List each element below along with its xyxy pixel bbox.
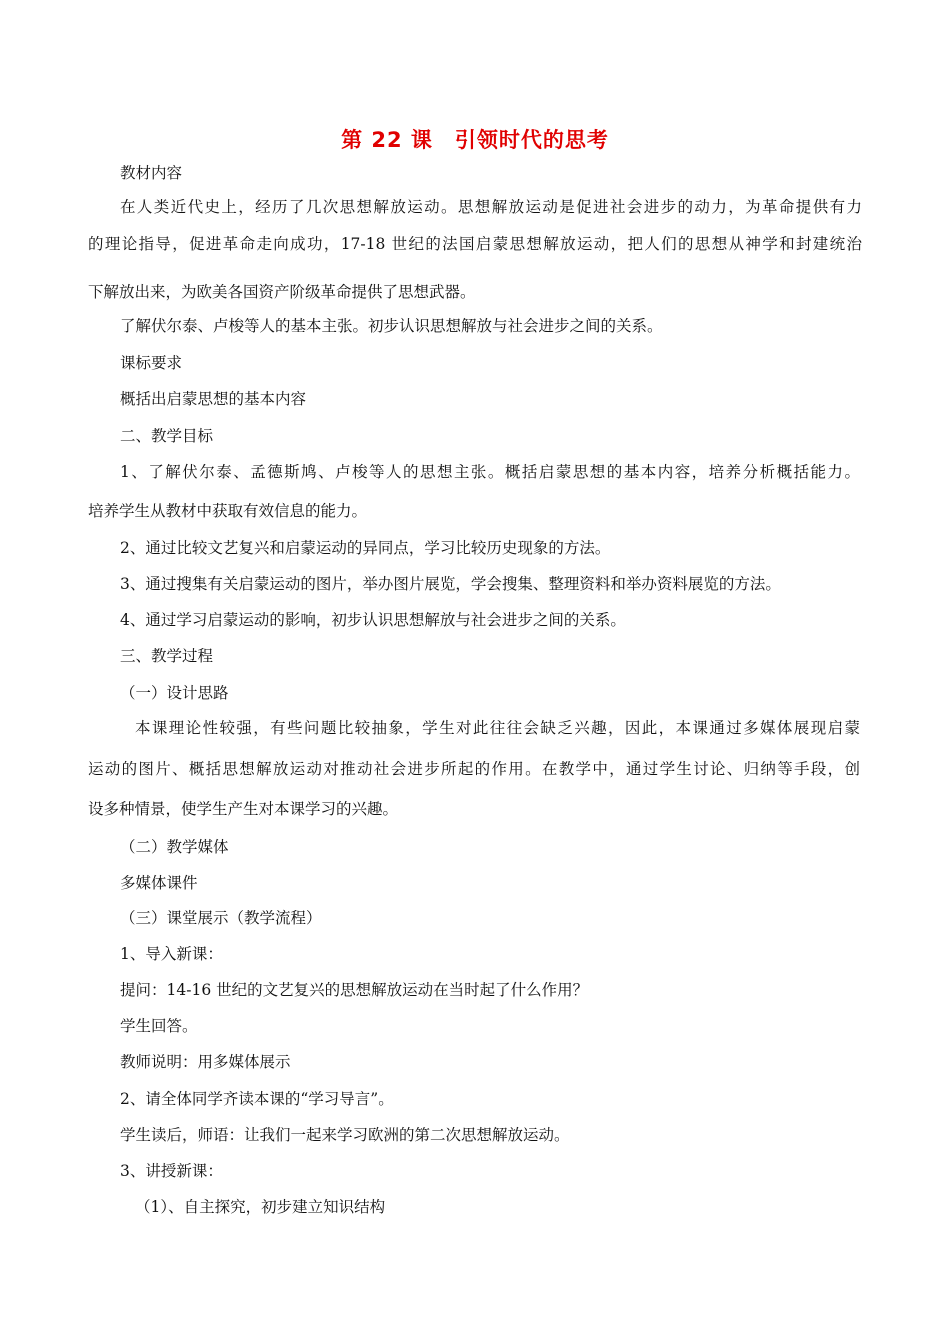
list-item: 4、通过学习启蒙运动的影响，初步认识思想解放与社会进步之间的关系。 [120, 611, 626, 629]
heading-teaching-goals: 二、教学目标 [120, 427, 214, 445]
paragraph-line: 设多种情景，使学生产生对本课学习的兴趣。 [88, 800, 399, 818]
list-item: （1）、自主探究，初步建立知识结构 [135, 1198, 386, 1216]
paragraph-line: 提问：14-16 世纪的文艺复兴的思想解放运动在当时起了什么作用？ [120, 981, 589, 999]
paragraph-line: 学生读后，师语：让我们一起来学习欧洲的第二次思想解放运动。 [120, 1126, 570, 1144]
paragraph-line: 在人类近代史上，经历了几次思想解放运动。思想解放运动是促进社会进步的动力，为革命提供有力 [120, 198, 862, 216]
paragraph-line: 本课理论性较强，有些问题比较抽象，学生对此往往会缺乏兴趣，因此，本课通过多媒体展现启蒙 [135, 719, 860, 737]
list-item: 2、请全体同学齐读本课的“学习导言”。 [120, 1090, 394, 1108]
paragraph-line: 学生回答。 [120, 1017, 198, 1035]
paragraph-line: 多媒体课件 [120, 874, 198, 892]
paragraph-line: 的理论指导，促进革命走向成功，17-18 世纪的法国启蒙思想解放运动，把人们的思想从神学和封建统治 [88, 235, 862, 253]
heading-curriculum-requirement: 课标要求 [120, 354, 183, 372]
paragraph-line: 概括出启蒙思想的基本内容 [120, 390, 307, 408]
paragraph-line: 运动的图片、概括思想解放运动对推动社会进步所起的作用。在教学中，通过学生讨论、归纳等手段，创 [88, 760, 860, 778]
lesson-title: 第 22 课 引领时代的思考 [341, 128, 609, 152]
paragraph-line: 了解伏尔泰、卢梭等人的基本主张。初步认识思想解放与社会进步之间的关系。 [120, 317, 663, 335]
list-item: 1、了解伏尔泰、孟德斯鸠、卢梭等人的思想主张。概括启蒙思想的基本内容，培养分析概括能力。 [120, 463, 860, 481]
list-item: 2、通过比较文艺复兴和启蒙运动的异同点，学习比较历史现象的方法。 [120, 539, 611, 557]
paragraph-line: 下解放出来，为欧美各国资产阶级革命提供了思想武器。 [88, 283, 476, 301]
subheading-teaching-media: （二）教学媒体 [120, 838, 229, 856]
list-item: 3、讲授新课： [120, 1162, 223, 1180]
paragraph-line: 教师说明：用多媒体展示 [120, 1053, 291, 1071]
heading-teaching-process: 三、教学过程 [120, 647, 214, 665]
paragraph-line: 培养学生从教材中获取有效信息的能力。 [88, 502, 368, 520]
subheading-classroom-display: （三）课堂展示（教学流程） [120, 909, 322, 927]
subheading-design-idea: （一）设计思路 [120, 684, 229, 702]
list-item: 3、通过搜集有关启蒙运动的图片，举办图片展览，学会搜集、整理资料和举办资料展览的方法。 [120, 575, 781, 593]
list-item: 1、导入新课： [120, 945, 223, 963]
heading-textbook-content: 教材内容 [120, 164, 183, 182]
